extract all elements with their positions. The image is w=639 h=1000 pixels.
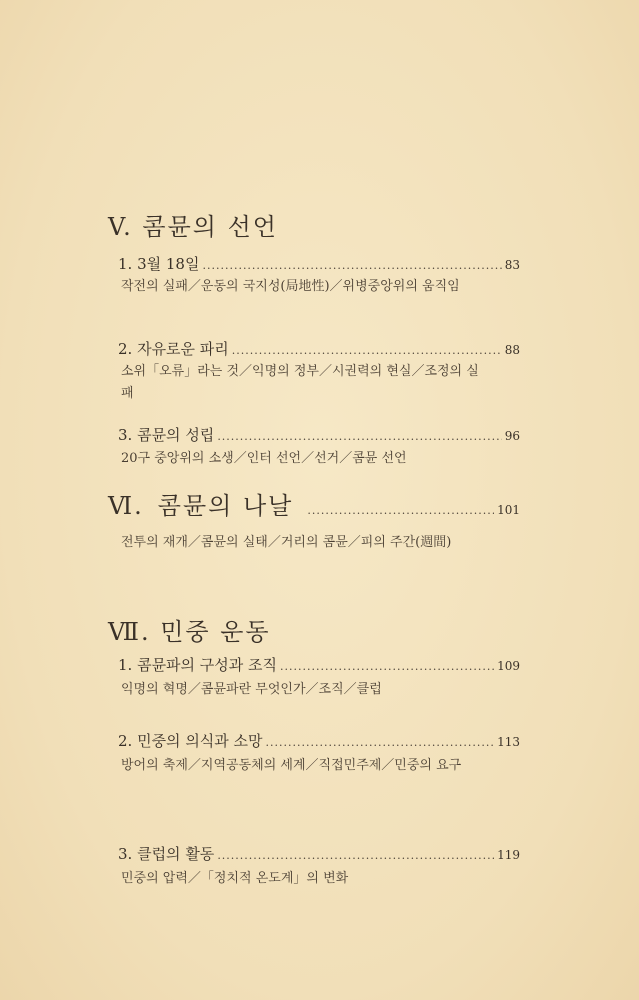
chapter-title: 콤뮨의 선언 (142, 213, 278, 241)
chapter-numeral: Ⅶ. (108, 618, 151, 646)
toc-entry (118, 339, 520, 361)
section-topics: 익명의 혁명／콤뮨파란 무엇인가／조직／클럽 (121, 682, 382, 697)
page-number: 109 (497, 659, 520, 673)
dot-leader (307, 496, 494, 526)
chapter-heading (108, 212, 278, 242)
page-number: 96 (504, 429, 520, 443)
section-title: 3. 콤뮨의 성립 (118, 426, 215, 444)
section-topics: 작전의 실패／운동의 국지성(局地性)／위병중앙위의 움직임 (121, 279, 460, 294)
dot-leader (202, 256, 501, 276)
dot-leader (266, 733, 495, 753)
toc-entry (118, 655, 520, 677)
section-title: 2. 자유로운 파리 (118, 340, 229, 358)
chapter-numeral: V. (108, 213, 133, 241)
page-number: 113 (497, 735, 520, 749)
section-topics: 민중의 압력／「정치적 온도계」의 변화 (121, 871, 349, 886)
dot-leader (217, 427, 501, 447)
toc-entry (118, 844, 520, 866)
page-number: 119 (497, 848, 520, 862)
section-title: 1. 3월 18일 (118, 255, 200, 273)
chapter-heading (108, 617, 271, 647)
toc-entry (118, 425, 520, 447)
chapter-title: 콤뮨의 나날 (157, 492, 294, 520)
toc-entry (118, 254, 520, 276)
page-number: 88 (504, 343, 520, 357)
dot-leader (232, 341, 502, 361)
section-topics: 방어의 축제／지역공동체의 세계／직접민주제／민중의 요구 (121, 758, 462, 773)
section-topics: 소위「오류」라는 것／익명의 정부／시권력의 현실／조정의 실패 (121, 364, 479, 401)
page-number: 83 (504, 258, 520, 272)
toc-entry (118, 731, 520, 753)
chapter-title: 민중 운동 (160, 618, 271, 646)
section-title: 3. 클럽의 활동 (118, 845, 215, 863)
section-topics: 20구 중앙위의 소생／인터 선언／선거／콤뮨 선언 (121, 451, 407, 466)
section-title: 1. 콤뮨파의 구성과 조직 (118, 656, 278, 674)
chapter-topics: 전투의 재개／콤뮨의 실태／거리의 콤뮨／피의 주간(週間) (121, 535, 452, 550)
chapter-numeral: Ⅵ. (108, 492, 144, 520)
dot-leader (280, 657, 494, 677)
section-title: 2. 민중의 의식과 소망 (118, 732, 263, 750)
dot-leader (217, 846, 494, 866)
chapter-heading (108, 491, 520, 526)
page-number: 101 (497, 503, 520, 517)
